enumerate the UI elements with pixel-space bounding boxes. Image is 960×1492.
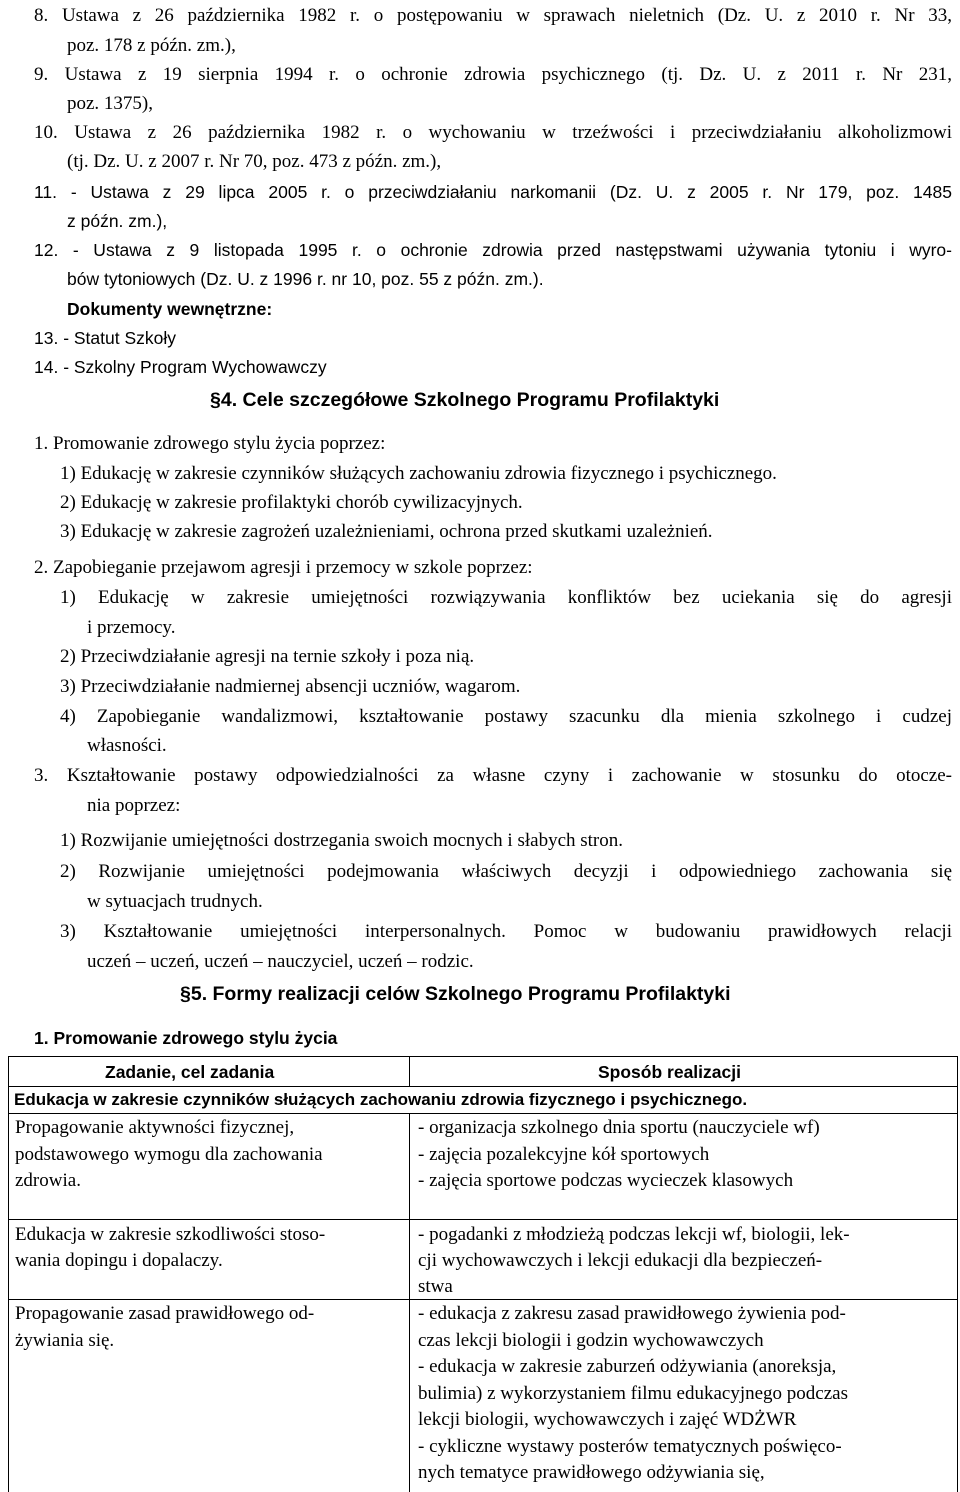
method-cell-line: - cykliczne wystawy posterów tematycznych poświęco- [418, 1436, 842, 1457]
goal-3-line1: 3. Kształtowanie postawy odpowiedzialności za własne czyny i zachowanie w stosunku do otocze- [34, 765, 952, 786]
task-cell-line: Propagowanie zasad prawidłowego od- [15, 1303, 315, 1324]
method-cell-line: - pogadanki z młodzieżą podczas lekcji wf, biologii, lek- [418, 1224, 850, 1245]
method-cell-line: bulimia) z wykorzystaniem filmu edukacyjnego podczas [418, 1383, 849, 1404]
section-5-subheading: 1. Promowanie zdrowego stylu życia [34, 1028, 338, 1048]
list-item-9-line2: poz. 1375), [67, 93, 154, 114]
goal-2-item-4-line1: 4) Zapobieganie wandalizmowi, kształtowanie postawy szacunku dla mienia szkolnego i cudzej [60, 706, 952, 727]
method-cell-line: - organizacja szkolnego dnia sportu (nauczyciele wf) [418, 1117, 820, 1138]
goal-3-item-1: 1) Rozwijanie umiejętności dostrzegania swoich mocnych i słabych stron. [60, 830, 623, 851]
goal-3-item-2-line2: w sytuacjach trudnych. [87, 891, 263, 912]
method-cell-line: - zajęcia pozalekcyjne kół sportowych [418, 1144, 710, 1165]
task-cell-line: podstawowego wymogu dla zachowania [15, 1144, 323, 1165]
table-rule-column-divider [409, 1113, 410, 1492]
list-item-8-line2: poz. 178 z późn. zm.), [67, 35, 236, 56]
goal-2: 2. Zapobieganie przejawom agresji i przemocy w szkole poprzez: [34, 557, 533, 578]
task-cell-line: Edukacja w zakresie szkodliwości stoso- [15, 1224, 326, 1245]
task-cell-line: Propagowanie aktywności fizycznej, [15, 1117, 295, 1138]
goal-3-item-2-line1: 2) Rozwijanie umiejętności podejmowania właściwych decyzji i odpowiedniego zachowania się [60, 861, 952, 882]
list-item-9-line1: 9. Ustawa z 19 sierpnia 1994 r. o ochronie zdrowia psychicznego (tj. Dz. U. z 2011 r. Nr 231, [34, 64, 952, 85]
table-rule-group-bottom [8, 1113, 958, 1114]
section-5-title: §5. Formy realizacji celów Szkolnego Programu Profilaktyki [180, 983, 731, 1005]
goal-2-item-1-line1: 1) Edukację w zakresie umiejętności rozwiązywania konfliktów bez uciekania się do agresji [60, 587, 952, 608]
list-item-13: 13. - Statut Szkoły [34, 328, 177, 348]
method-cell-line: - edukacja z zakresu zasad prawidłowego żywienia pod- [418, 1303, 846, 1324]
goal-3-item-3-line1: 3) Kształtowanie umiejętności interpersonalnych. Pomoc w budowaniu prawidłowych relacji [60, 921, 952, 942]
list-item-12-line2: bów tytoniowych (Dz. U. z 1996 r. nr 10, poz. 55 z późn. zm.). [67, 269, 544, 289]
section-4-title: §4. Cele szczegółowe Szkolnego Programu Profilaktyki [210, 389, 720, 411]
method-cell-line: - edukacja w zakresie zaburzeń odżywiania (anoreksja, [418, 1356, 837, 1377]
goal-1-item-2: 2) Edukację w zakresie profilaktyki chorób cywilizacyjnych. [60, 492, 523, 513]
table-rule-header-bottom [8, 1086, 958, 1087]
table-rule-header-divider [409, 1056, 410, 1086]
goal-3-item-3-line2: uczeń – uczeń, uczeń – nauczyciel, uczeń – rodzic. [87, 951, 474, 972]
task-cell-line: zdrowia. [15, 1170, 81, 1191]
goal-1: 1. Promowanie zdrowego stylu życia poprzez: [34, 433, 386, 454]
list-item-12-line1: 12. - Ustawa z 9 listopada 1995 r. o ochronie zdrowia przed następstwami używania tytoniu i wyro- [34, 240, 952, 260]
table-group-header: Edukacja w zakresie czynników służących zachowaniu zdrowia fizycznego i psychicznego. [14, 1090, 748, 1109]
table-header-method: Sposób realizacji [598, 1062, 741, 1082]
table-rule-left [8, 1056, 9, 1492]
method-cell-line: czas lekcji biologii i godzin wychowawczych [418, 1330, 764, 1351]
table-rule-right [957, 1056, 958, 1492]
method-cell-line: stwa [418, 1276, 453, 1297]
goal-1-item-1: 1) Edukację w zakresie czynników służących zachowaniu zdrowia fizycznego i psychicznego. [60, 463, 777, 484]
list-item-8-line1: 8. Ustawa z 26 października 1982 r. o postępowaniu w sprawach nieletnich (Dz. U. z 2010 r. Nr 33, [34, 5, 952, 26]
list-item-10-line1: 10. Ustawa z 26 października 1982 r. o wychowaniu w trzeźwości i przeciwdziałaniu alkoholizmowi [34, 122, 952, 143]
goal-2-item-2: 2) Przeciwdziałanie agresji na ternie szkoły i poza nią. [60, 646, 475, 667]
table-header-task: Zadanie, cel zadania [105, 1062, 275, 1082]
internal-docs-heading: Dokumenty wewnętrzne: [67, 299, 273, 319]
list-item-11-line1: 11. - Ustawa z 29 lipca 2005 r. o przeciwdziałaniu narkomanii (Dz. U. z 2005 r. Nr 179, poz. 1485 [34, 182, 952, 202]
table-rule-top [8, 1056, 958, 1057]
list-item-14: 14. - Szkolny Program Wychowawczy [34, 357, 327, 377]
task-cell-line: żywiania się. [15, 1330, 115, 1351]
method-cell-line: - zajęcia sportowe podczas wycieczek klasowych [418, 1170, 794, 1191]
goal-2-item-1-line2: i przemocy. [87, 617, 176, 638]
task-cell-line: wania dopingu i dopalaczy. [15, 1250, 223, 1271]
goal-2-item-3: 3) Przeciwdziałanie nadmiernej absencji uczniów, wagarom. [60, 676, 521, 697]
method-cell-line: cji wychowawczych i lekcji edukacji dla bezpieczeń- [418, 1250, 823, 1271]
method-cell-line: lekcji biologii, wychowawczych i zajęć WDŻWR [418, 1409, 797, 1430]
goal-2-item-4-line2: własności. [87, 735, 167, 756]
goal-1-item-3: 3) Edukację w zakresie zagrożeń uzależnieniami, ochrona przed skutkami uzależnień. [60, 521, 713, 542]
table-rule-row1-bottom [8, 1219, 958, 1220]
list-item-11-line2: z późn. zm.), [67, 211, 168, 231]
goal-3-line2: nia poprzez: [87, 795, 181, 816]
method-cell-line: nych tematyce prawidłowego odżywiania się, [418, 1462, 765, 1483]
table-rule-row2-bottom [8, 1299, 958, 1300]
list-item-10-line2: (tj. Dz. U. z 2007 r. Nr 70, poz. 473 z późn. zm.), [67, 151, 442, 172]
